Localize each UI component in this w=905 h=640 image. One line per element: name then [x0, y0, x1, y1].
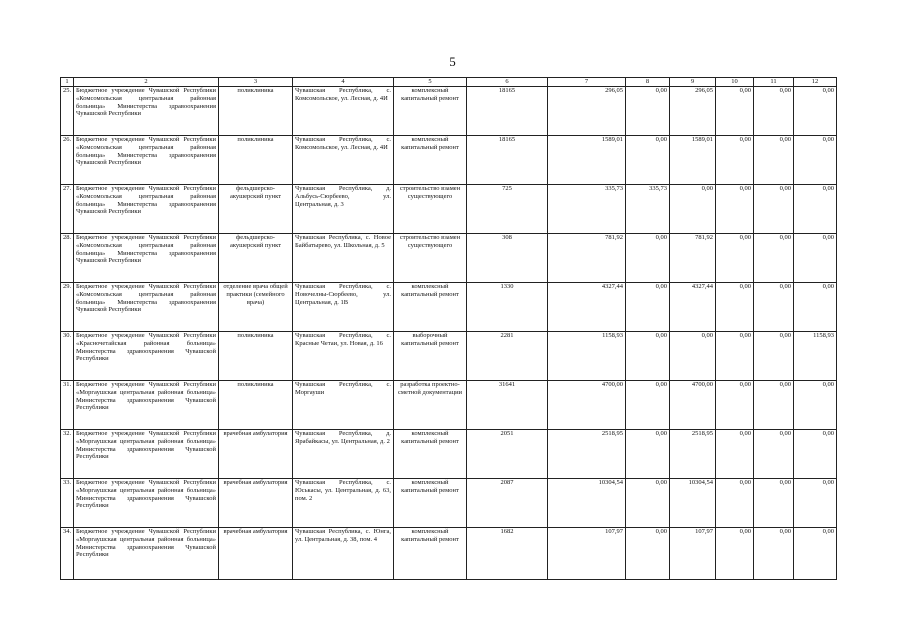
- amount-col-12: 0,00: [794, 381, 837, 430]
- amount-col-10: 0,00: [716, 185, 754, 234]
- amount-col-11: 0,00: [754, 381, 794, 430]
- work-type: разработка проектно-сметной документации: [394, 381, 467, 430]
- amount-col-10: 0,00: [716, 479, 754, 528]
- column-header: 9: [670, 78, 716, 87]
- table-row: [61, 528, 837, 580]
- row-number: 28.: [61, 234, 74, 283]
- amount-col-8: 335,73: [626, 185, 670, 234]
- column-number-row: [61, 78, 837, 87]
- amount-col-11: 0,00: [754, 332, 794, 381]
- facility-address: Чувашская Республика, с. Юськасы, ул. Центральная, д. 63, пом. 2: [293, 479, 394, 528]
- amount-col-9: 296,05: [670, 87, 716, 136]
- facility-type: отделение врача общей практики (семейного врача): [219, 283, 293, 332]
- total-amount: 10304,54: [548, 479, 626, 528]
- work-type: комплексный капитальный ремонт: [394, 136, 467, 185]
- work-type: комплексный капитальный ремонт: [394, 430, 467, 479]
- total-amount: 296,05: [548, 87, 626, 136]
- organization-name: Бюджетное учреждение Чувашской Республики «Моргаушская центральная районная больница» Министерства здравоохранения Чувашской Республики: [74, 430, 219, 479]
- organization-name: Бюджетное учреждение Чувашской Республики «Моргаушская центральная районная больница» Министерства здравоохранения Чувашской Республики: [74, 479, 219, 528]
- facility-address: Чувашская Республика, с. Юнга, ул. Центральная, д. 38, пом. 4: [293, 528, 394, 580]
- work-type: комплексный капитальный ремонт: [394, 87, 467, 136]
- amount-col-8: 0,00: [626, 234, 670, 283]
- amount-col-12: 0,00: [794, 528, 837, 580]
- amount-col-9: 0,00: [670, 332, 716, 381]
- column-header: 3: [219, 78, 293, 87]
- row-number: 34.: [61, 528, 74, 580]
- amount-col-12: 0,00: [794, 185, 837, 234]
- facility-type: поликлиника: [219, 87, 293, 136]
- amount-col-11: 0,00: [754, 528, 794, 580]
- amount-col-12: 0,00: [794, 430, 837, 479]
- total-amount: 2518,95: [548, 430, 626, 479]
- amount-col-9: 10304,54: [670, 479, 716, 528]
- organization-name: Бюджетное учреждение Чувашской Республики «Комсомольская центральная районная больница» Министерства здравоохранения Чувашской Республики: [74, 283, 219, 332]
- amount-col-10: 0,00: [716, 332, 754, 381]
- amount-col-10: 0,00: [716, 381, 754, 430]
- amount-col-11: 0,00: [754, 87, 794, 136]
- row-number: 25.: [61, 87, 74, 136]
- facility-type: поликлиника: [219, 332, 293, 381]
- table-row: [61, 283, 837, 332]
- total-amount: 1158,93: [548, 332, 626, 381]
- amount-col-9: 4700,00: [670, 381, 716, 430]
- amount-col-11: 0,00: [754, 136, 794, 185]
- table-row: [61, 234, 837, 283]
- total-amount: 781,92: [548, 234, 626, 283]
- amount-col-8: 0,00: [626, 332, 670, 381]
- row-number: 29.: [61, 283, 74, 332]
- table-row: [61, 430, 837, 479]
- table-row: [61, 381, 837, 430]
- organization-name: Бюджетное учреждение Чувашской Республики «Моргаушская центральная районная больница» Министерства здравоохранения Чувашской Республики: [74, 381, 219, 430]
- amount-col-11: 0,00: [754, 430, 794, 479]
- area-value: 18165: [467, 87, 548, 136]
- area-value: 2051: [467, 430, 548, 479]
- amount-col-11: 0,00: [754, 479, 794, 528]
- amount-col-9: 781,92: [670, 234, 716, 283]
- area-value: 2281: [467, 332, 548, 381]
- total-amount: 107,97: [548, 528, 626, 580]
- column-header: 11: [754, 78, 794, 87]
- amount-col-10: 0,00: [716, 234, 754, 283]
- organization-name: Бюджетное учреждение Чувашской Республики «Моргаушская центральная районная больница» Министерства здравоохранения Чувашской Республики: [74, 528, 219, 580]
- amount-col-9: 4327,44: [670, 283, 716, 332]
- amount-col-12: 0,00: [794, 283, 837, 332]
- table-row: [61, 479, 837, 528]
- amount-col-11: 0,00: [754, 185, 794, 234]
- facility-type: врачебная амбулатория: [219, 430, 293, 479]
- area-value: 31641: [467, 381, 548, 430]
- amount-col-11: 0,00: [754, 234, 794, 283]
- amount-col-9: 107,97: [670, 528, 716, 580]
- row-number: 26.: [61, 136, 74, 185]
- budget-table: [60, 77, 837, 580]
- amount-col-12: 0,00: [794, 136, 837, 185]
- amount-col-10: 0,00: [716, 87, 754, 136]
- work-type: комплексный капитальный ремонт: [394, 528, 467, 580]
- amount-col-9: 1589,01: [670, 136, 716, 185]
- page-number: 5: [449, 54, 456, 69]
- amount-col-8: 0,00: [626, 87, 670, 136]
- amount-col-10: 0,00: [716, 136, 754, 185]
- facility-address: Чувашская Республика, д. Альбусь-Сюрбеево, ул. Центральная, д. 3: [293, 185, 394, 234]
- amount-col-8: 0,00: [626, 430, 670, 479]
- amount-col-8: 0,00: [626, 283, 670, 332]
- row-number: 27.: [61, 185, 74, 234]
- work-type: комплексный капитальный ремонт: [394, 283, 467, 332]
- work-type: комплексный капитальный ремонт: [394, 479, 467, 528]
- column-header: 7: [548, 78, 626, 87]
- facility-type: фельдшерско-акушерский пункт: [219, 185, 293, 234]
- total-amount: 335,73: [548, 185, 626, 234]
- column-header: 8: [626, 78, 670, 87]
- total-amount: 4700,00: [548, 381, 626, 430]
- amount-col-12: 1158,93: [794, 332, 837, 381]
- amount-col-9: 2518,95: [670, 430, 716, 479]
- amount-col-8: 0,00: [626, 528, 670, 580]
- work-type: строительство взамен существующего: [394, 185, 467, 234]
- row-number: 32.: [61, 430, 74, 479]
- column-header: 6: [467, 78, 548, 87]
- amount-col-8: 0,00: [626, 479, 670, 528]
- organization-name: Бюджетное учреждение Чувашской Республики «Комсомольская центральная районная больница» Министерства здравоохранения Чувашской Республики: [74, 136, 219, 185]
- area-value: 308: [467, 234, 548, 283]
- row-number: 30.: [61, 332, 74, 381]
- amount-col-8: 0,00: [626, 136, 670, 185]
- total-amount: 1589,01: [548, 136, 626, 185]
- amount-col-10: 0,00: [716, 283, 754, 332]
- organization-name: Бюджетное учреждение Чувашской Республики «Комсомольская центральная районная больница» Министерства здравоохранения Чувашской Республики: [74, 234, 219, 283]
- amount-col-12: 0,00: [794, 234, 837, 283]
- column-header: 10: [716, 78, 754, 87]
- facility-type: фельдшерско-акушерский пункт: [219, 234, 293, 283]
- total-amount: 4327,44: [548, 283, 626, 332]
- facility-type: врачебная амбулатория: [219, 479, 293, 528]
- facility-address: Чувашская Республика, д. Ярабайкасы, ул. Центральная, д. 2: [293, 430, 394, 479]
- row-number: 31.: [61, 381, 74, 430]
- facility-type: поликлиника: [219, 381, 293, 430]
- facility-type: поликлиника: [219, 136, 293, 185]
- area-value: 18165: [467, 136, 548, 185]
- facility-address: Чувашская Республика, с. Комсомольское, ул. Лесная, д. 4И: [293, 136, 394, 185]
- area-value: 1682: [467, 528, 548, 580]
- facility-address: Чувашская Республика, с. Красные Четаи, ул. Новая, д. 16: [293, 332, 394, 381]
- table-row: [61, 185, 837, 234]
- facility-address: Чувашская Республика, с. Моргауши: [293, 381, 394, 430]
- table-row: [61, 332, 837, 381]
- column-header: 1: [61, 78, 74, 87]
- amount-col-12: 0,00: [794, 479, 837, 528]
- amount-col-10: 0,00: [716, 528, 754, 580]
- amount-col-12: 0,00: [794, 87, 837, 136]
- column-header: 4: [293, 78, 394, 87]
- column-header: 12: [794, 78, 837, 87]
- organization-name: Бюджетное учреждение Чувашской Республики «Комсомольская центральная районная больница» Министерства здравоохранения Чувашской Республики: [74, 87, 219, 136]
- row-number: 33.: [61, 479, 74, 528]
- table-row: [61, 136, 837, 185]
- amount-col-8: 0,00: [626, 381, 670, 430]
- facility-address: Чувашская Республика, с. Новочелны-Сюрбеево, ул. Центральная, д. 1В: [293, 283, 394, 332]
- facility-address: Чувашская Республика, с. Комсомольское, ул. Лесная, д. 4И: [293, 87, 394, 136]
- amount-col-10: 0,00: [716, 430, 754, 479]
- work-type: строительство взамен существующего: [394, 234, 467, 283]
- facility-type: врачебная амбулатория: [219, 528, 293, 580]
- organization-name: Бюджетное учреждение Чувашской Республики «Красночетайская районная больница» Министерства здравоохранения Чувашской Республики: [74, 332, 219, 381]
- area-value: 1330: [467, 283, 548, 332]
- amount-col-11: 0,00: [754, 283, 794, 332]
- table-row: [61, 87, 837, 136]
- area-value: 725: [467, 185, 548, 234]
- organization-name: Бюджетное учреждение Чувашской Республики «Комсомольская центральная районная больница» Министерства здравоохранения Чувашской Республики: [74, 185, 219, 234]
- facility-address: Чувашская Республика, с. Новое Байбатырево, ул. Школьная, д. 5: [293, 234, 394, 283]
- area-value: 2087: [467, 479, 548, 528]
- amount-col-9: 0,00: [670, 185, 716, 234]
- column-header: 5: [394, 78, 467, 87]
- column-header: 2: [74, 78, 219, 87]
- work-type: выборочный капитальный ремонт: [394, 332, 467, 381]
